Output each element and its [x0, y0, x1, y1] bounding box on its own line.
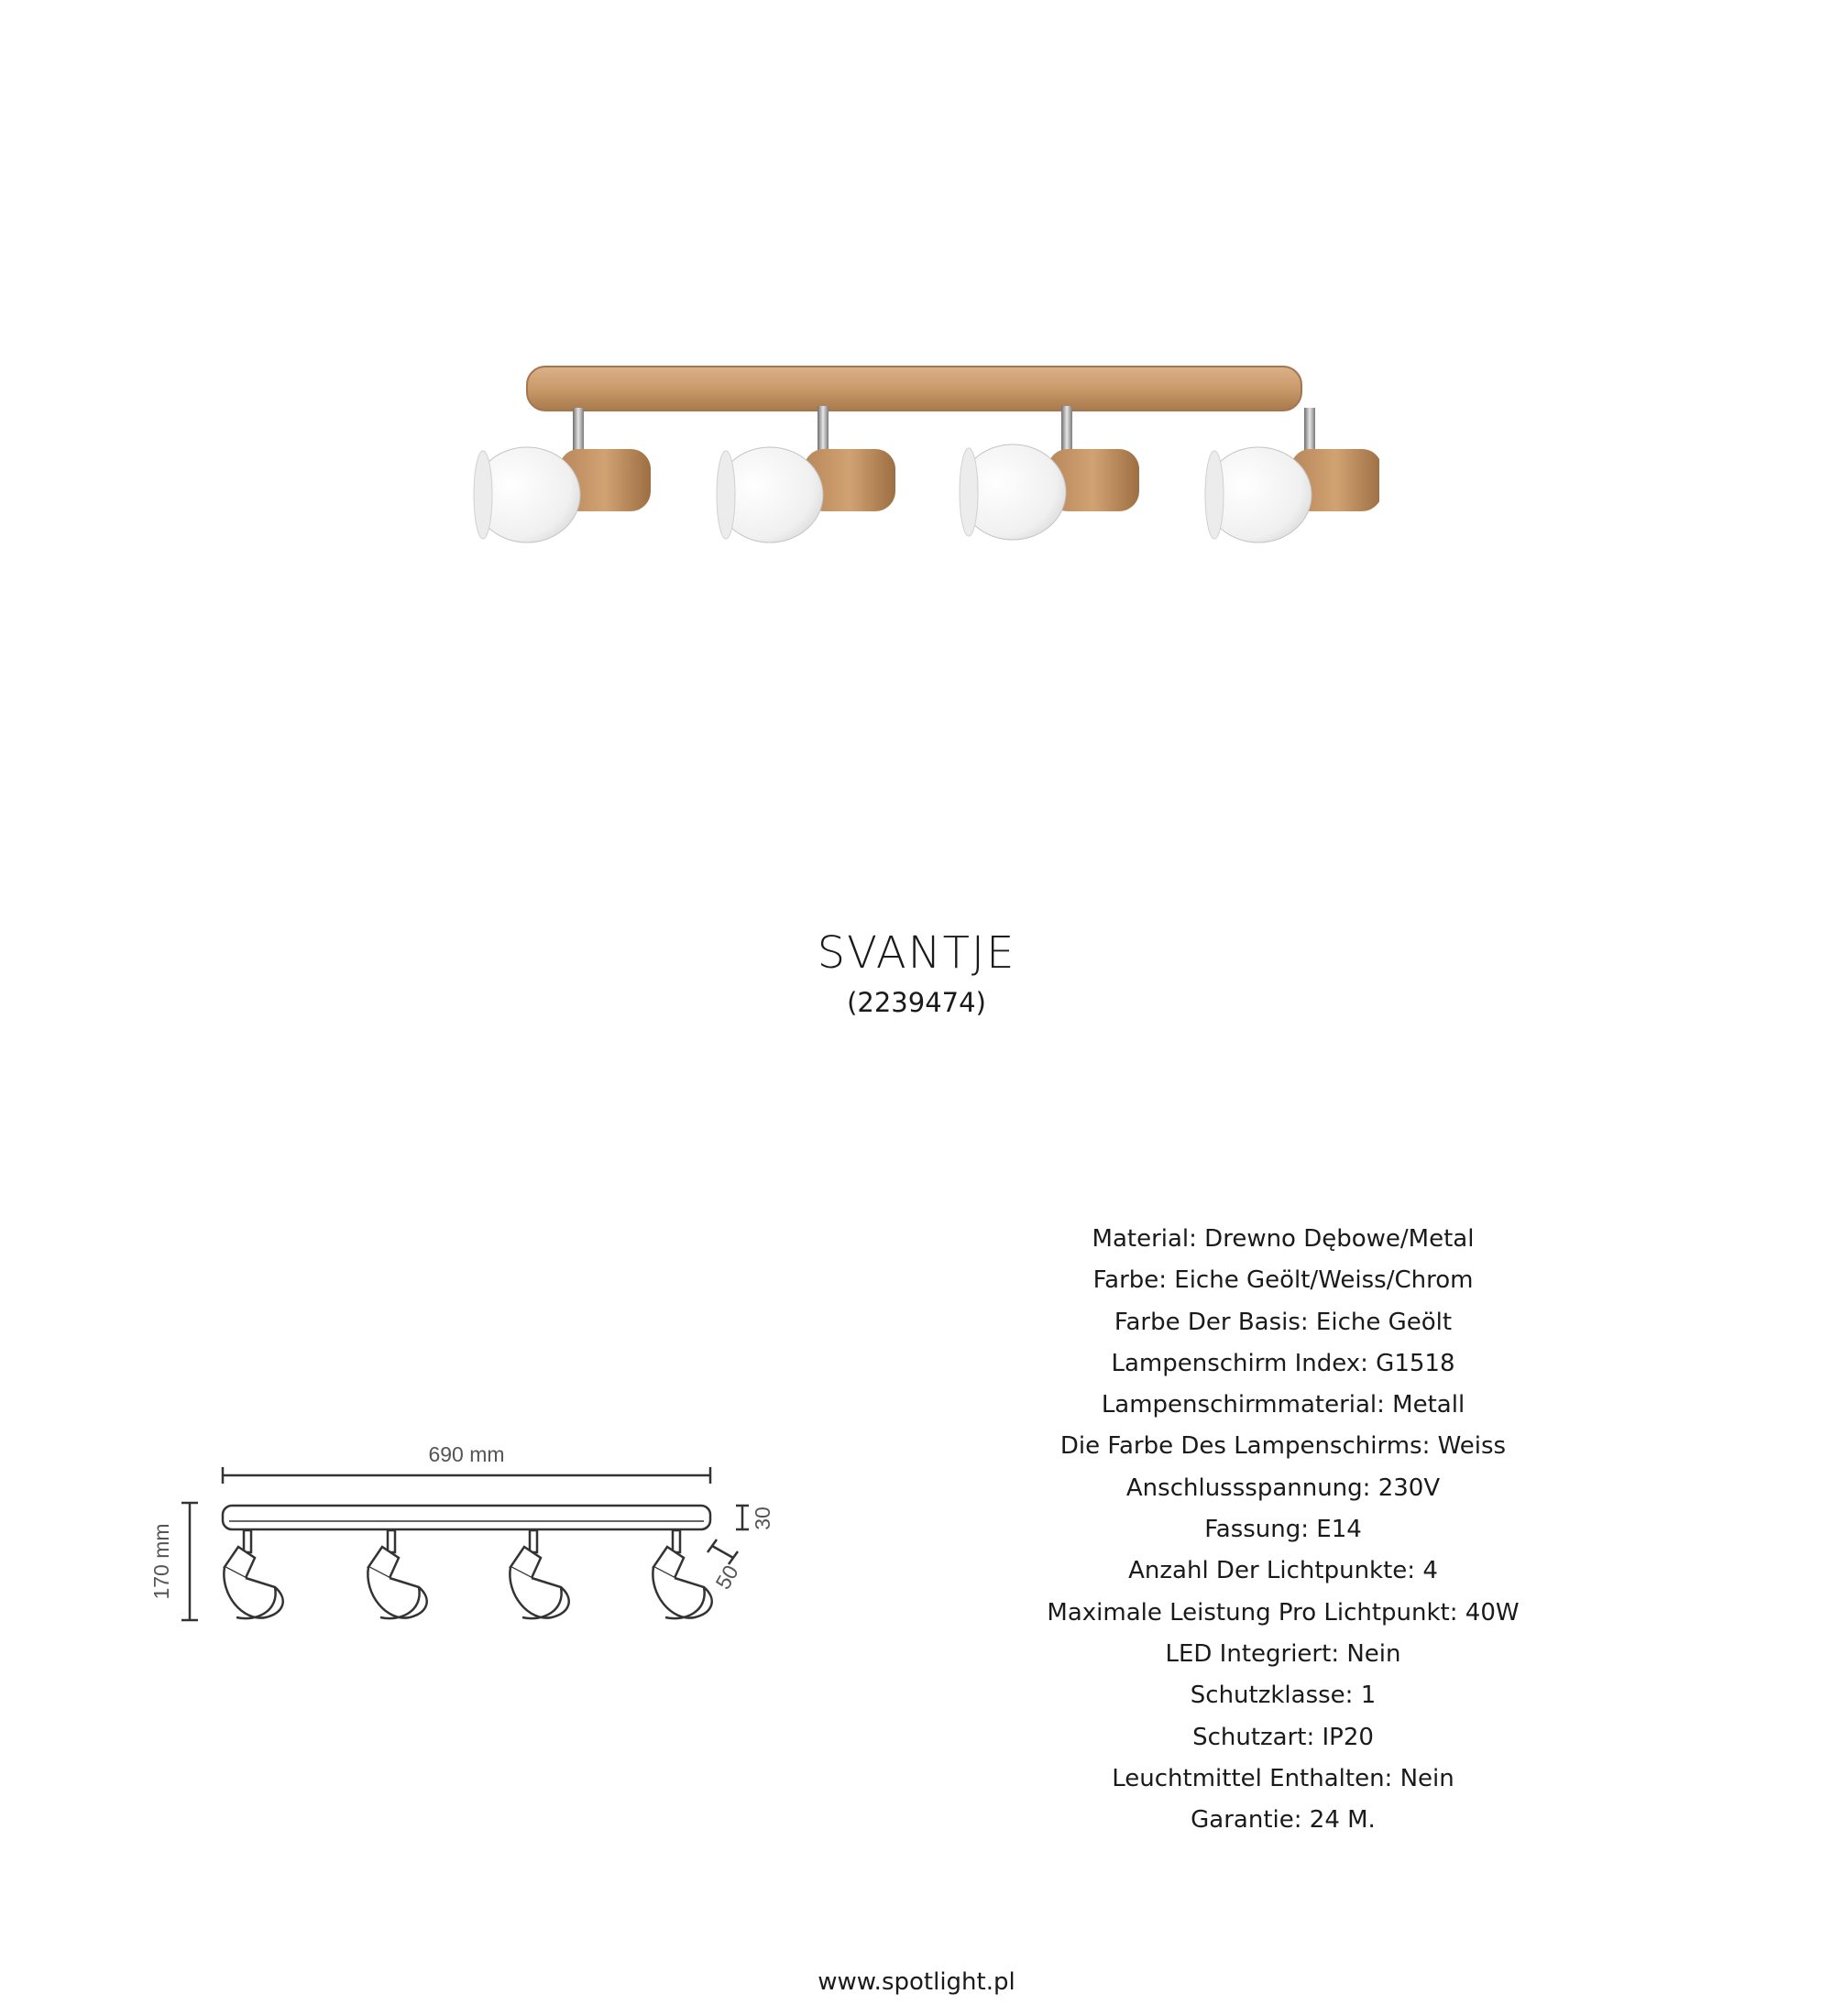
spec-item: Leuchtmittel Enthalten: Nein [1112, 1764, 1454, 1792]
spec-item: Maximale Leistung Pro Lichtpunkt: 40W [1047, 1598, 1520, 1627]
spec-item: Die Farbe Des Lampenschirms: Weiss [1059, 1432, 1507, 1461]
drawing-rail [223, 1506, 710, 1529]
product-title-block [0, 926, 1833, 1019]
spec-item: Schutzklasse: 1 [1190, 1682, 1377, 1710]
spec-item: Schutzart: IP20 [1192, 1723, 1374, 1751]
spec-item: Anzahl Der Lichtpunkte: 4 [1128, 1557, 1438, 1585]
spec-item: Farbe: Eiche Geölt/Weiss/Chrom [1092, 1266, 1474, 1295]
product-name: SVANTJE [817, 927, 1016, 979]
spot-depth-label: 50 [710, 1561, 743, 1594]
product-code: (2239474) [847, 987, 986, 1018]
spec-item: Garantie: 24 M. [1191, 1806, 1376, 1835]
product-photo [472, 362, 1379, 559]
website-link[interactable]: www.spotlight.pl [818, 1968, 1015, 1996]
spec-item: Farbe Der Basis: Eiche Geölt [1114, 1308, 1453, 1336]
spec-item: LED Integriert: Nein [1165, 1639, 1401, 1668]
rail-thickness-label: 30 [751, 1507, 774, 1530]
spot-depth-line [712, 1546, 733, 1558]
spot-light-4 [1205, 408, 1379, 542]
width-label: 690 mm [428, 1442, 505, 1466]
drawing-spot-1 [224, 1530, 282, 1618]
spec-item: Fassung: E14 [1204, 1516, 1362, 1544]
spec-item: Lampenschirmmaterial: Metall [1101, 1391, 1465, 1419]
oak-rail [527, 367, 1301, 411]
height-label: 170 mm [149, 1523, 173, 1600]
spec-list [1017, 1219, 1549, 1841]
drawing-spot-2 [368, 1530, 426, 1618]
drawing-spot-4 [653, 1530, 711, 1618]
spec-item: Lampenschirm Index: G1518 [1111, 1349, 1455, 1377]
spot-light-2 [717, 406, 895, 542]
spot-light-1 [474, 408, 651, 542]
drawing-spot-3 [510, 1530, 568, 1618]
spec-item: Material: Drewno Dębowe/Metal [1092, 1225, 1475, 1253]
dimension-drawing [137, 1402, 779, 1622]
spec-item: Anschlussspannung: 230V [1125, 1474, 1441, 1502]
spot-light-3 [960, 406, 1139, 540]
